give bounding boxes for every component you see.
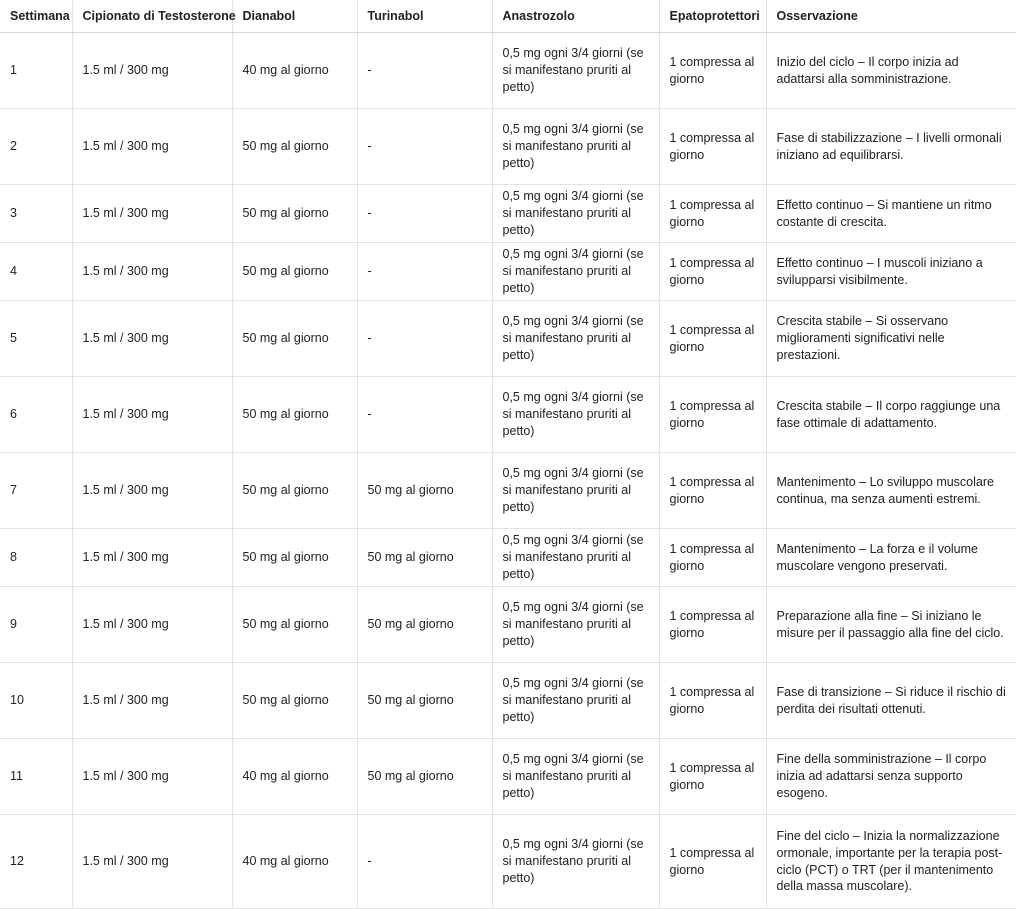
cell-osservazione: Inizio del ciclo – Il corpo inizia ad adattarsi alla somministrazione. [766,33,1016,109]
cell-dianabol: 50 mg al giorno [232,243,357,301]
cell-osservazione: Fase di stabilizzazione – I livelli ormonali iniziano ad equilibrarsi. [766,109,1016,185]
table-body [0,33,1016,909]
header-turinabol: Turinabol [357,0,492,33]
cell-osservazione: Fine della somministrazione – Il corpo inizia ad adattarsi senza supporto esogeno. [766,739,1016,815]
cell-dianabol: 40 mg al giorno [232,739,357,815]
table-row [0,529,1016,587]
header-anastrozolo: Anastrozolo [492,0,659,33]
cell-settimana: 12 [0,815,72,909]
header-settimana: Settimana [0,0,72,33]
cell-epatoprotettori: 1 compressa al giorno [659,529,766,587]
cell-settimana: 4 [0,243,72,301]
cell-settimana: 1 [0,33,72,109]
cell-cipionato: 1.5 ml / 300 mg [72,185,232,243]
header-dianabol: Dianabol [232,0,357,33]
table-row [0,33,1016,109]
cell-dianabol: 50 mg al giorno [232,453,357,529]
cell-turinabol: 50 mg al giorno [357,587,492,663]
table-row [0,587,1016,663]
cell-epatoprotettori: 1 compressa al giorno [659,109,766,185]
cell-settimana: 3 [0,185,72,243]
cell-osservazione: Mantenimento – Lo sviluppo muscolare continua, ma senza aumenti estremi. [766,453,1016,529]
cell-anastrozolo: 0,5 mg ogni 3/4 giorni (se si manifestano pruriti al petto) [492,301,659,377]
cell-anastrozolo: 0,5 mg ogni 3/4 giorni (se si manifestano pruriti al petto) [492,109,659,185]
cell-turinabol: - [357,109,492,185]
cell-anastrozolo: 0,5 mg ogni 3/4 giorni (se si manifestano pruriti al petto) [492,663,659,739]
cell-cipionato: 1.5 ml / 300 mg [72,109,232,185]
cell-anastrozolo: 0,5 mg ogni 3/4 giorni (se si manifestano pruriti al petto) [492,587,659,663]
cell-anastrozolo: 0,5 mg ogni 3/4 giorni (se si manifestano pruriti al petto) [492,529,659,587]
cell-cipionato: 1.5 ml / 300 mg [72,663,232,739]
cell-epatoprotettori: 1 compressa al giorno [659,815,766,909]
cell-dianabol: 40 mg al giorno [232,33,357,109]
cell-turinabol: 50 mg al giorno [357,739,492,815]
cell-epatoprotettori: 1 compressa al giorno [659,453,766,529]
cell-settimana: 7 [0,453,72,529]
cell-epatoprotettori: 1 compressa al giorno [659,587,766,663]
table-row [0,663,1016,739]
cell-settimana: 8 [0,529,72,587]
cell-dianabol: 50 mg al giorno [232,529,357,587]
cell-turinabol: 50 mg al giorno [357,663,492,739]
cell-cipionato: 1.5 ml / 300 mg [72,301,232,377]
cell-dianabol: 50 mg al giorno [232,301,357,377]
cell-turinabol: - [357,301,492,377]
cell-turinabol: - [357,33,492,109]
cell-epatoprotettori: 1 compressa al giorno [659,185,766,243]
table-row [0,109,1016,185]
header-epatoprotettori: Epatoprotettori [659,0,766,33]
cell-anastrozolo: 0,5 mg ogni 3/4 giorni (se si manifestano pruriti al petto) [492,243,659,301]
cell-settimana: 2 [0,109,72,185]
cell-cipionato: 1.5 ml / 300 mg [72,377,232,453]
cell-settimana: 6 [0,377,72,453]
header-osservazione: Osservazione [766,0,1016,33]
cell-osservazione: Preparazione alla fine – Si iniziano le misure per il passaggio alla fine del ciclo. [766,587,1016,663]
table-row [0,185,1016,243]
cell-dianabol: 50 mg al giorno [232,587,357,663]
cell-epatoprotettori: 1 compressa al giorno [659,33,766,109]
cell-cipionato: 1.5 ml / 300 mg [72,33,232,109]
cell-epatoprotettori: 1 compressa al giorno [659,663,766,739]
cell-cipionato: 1.5 ml / 300 mg [72,739,232,815]
cell-cipionato: 1.5 ml / 300 mg [72,453,232,529]
cell-epatoprotettori: 1 compressa al giorno [659,243,766,301]
cell-anastrozolo: 0,5 mg ogni 3/4 giorni (se si manifestano pruriti al petto) [492,453,659,529]
cell-epatoprotettori: 1 compressa al giorno [659,301,766,377]
cell-cipionato: 1.5 ml / 300 mg [72,587,232,663]
cell-osservazione: Effetto continuo – I muscoli iniziano a svilupparsi visibilmente. [766,243,1016,301]
cell-osservazione: Crescita stabile – Si osservano miglioramenti significativi nelle prestazioni. [766,301,1016,377]
cell-cipionato: 1.5 ml / 300 mg [72,815,232,909]
cell-turinabol: - [357,185,492,243]
cell-settimana: 11 [0,739,72,815]
cell-turinabol: - [357,243,492,301]
cell-dianabol: 50 mg al giorno [232,377,357,453]
cell-osservazione: Crescita stabile – Il corpo raggiunge una fase ottimale di adattamento. [766,377,1016,453]
cell-osservazione: Fine del ciclo – Inizia la normalizzazione ormonale, importante per la terapia post-ciclo (PCT) o TRT (per il mantenimento della massa muscolare). [766,815,1016,909]
cell-dianabol: 50 mg al giorno [232,109,357,185]
cell-dianabol: 50 mg al giorno [232,185,357,243]
cell-dianabol: 40 mg al giorno [232,815,357,909]
cell-turinabol: 50 mg al giorno [357,453,492,529]
cell-settimana: 5 [0,301,72,377]
cell-cipionato: 1.5 ml / 300 mg [72,243,232,301]
cell-osservazione: Fase di transizione – Si riduce il rischio di perdita dei risultati ottenuti. [766,663,1016,739]
table-row [0,301,1016,377]
cell-anastrozolo: 0,5 mg ogni 3/4 giorni (se si manifestano pruriti al petto) [492,33,659,109]
table-row [0,453,1016,529]
cell-settimana: 10 [0,663,72,739]
cell-turinabol: - [357,377,492,453]
cell-epatoprotettori: 1 compressa al giorno [659,739,766,815]
cell-cipionato: 1.5 ml / 300 mg [72,529,232,587]
cell-anastrozolo: 0,5 mg ogni 3/4 giorni (se si manifestano pruriti al petto) [492,815,659,909]
header-cipionato: Cipionato di Testosterone [72,0,232,33]
cell-anastrozolo: 0,5 mg ogni 3/4 giorni (se si manifestano pruriti al petto) [492,739,659,815]
cell-dianabol: 50 mg al giorno [232,663,357,739]
table-header-row [0,0,1016,33]
cell-settimana: 9 [0,587,72,663]
cell-turinabol: - [357,815,492,909]
cell-anastrozolo: 0,5 mg ogni 3/4 giorni (se si manifestano pruriti al petto) [492,377,659,453]
table-row [0,739,1016,815]
cell-osservazione: Effetto continuo – Si mantiene un ritmo costante di crescita. [766,185,1016,243]
cell-osservazione: Mantenimento – La forza e il volume muscolare vengono preservati. [766,529,1016,587]
cell-epatoprotettori: 1 compressa al giorno [659,377,766,453]
cell-anastrozolo: 0,5 mg ogni 3/4 giorni (se si manifestano pruriti al petto) [492,185,659,243]
table-row [0,243,1016,301]
cell-turinabol: 50 mg al giorno [357,529,492,587]
table-row [0,377,1016,453]
table-row [0,815,1016,909]
